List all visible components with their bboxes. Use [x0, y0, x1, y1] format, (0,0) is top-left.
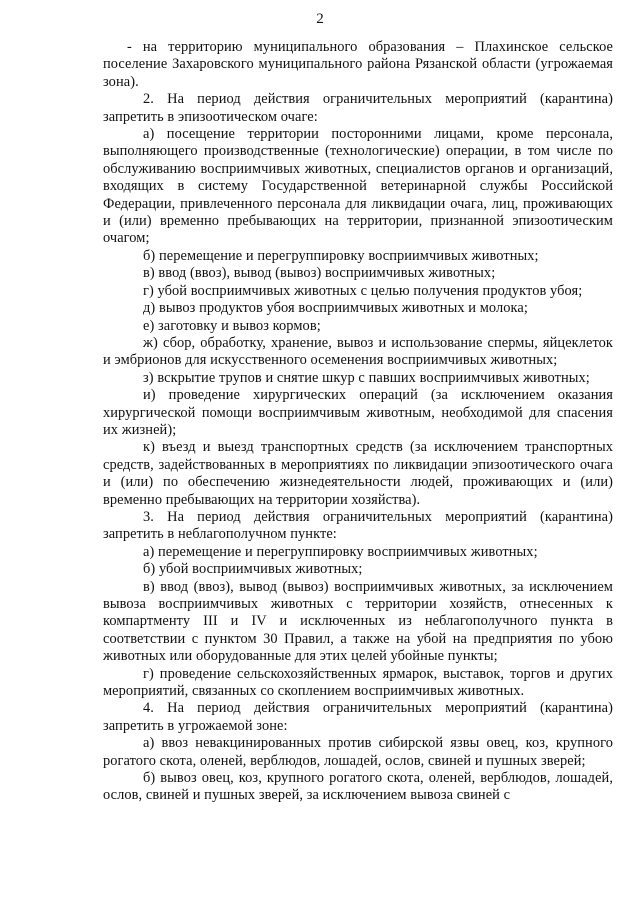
paragraph-2v: в) ввод (ввоз), вывод (вывоз) восприимчивых животных; — [143, 265, 496, 282]
page-number: 2 — [316, 11, 324, 27]
paragraph-3v: в) ввод (ввоз), вывод (вывоз) восприимчивых животных, за исключением вывоза восприимчивых животных с территории хозяйств, отнесенных к компартменту III и IV и исключенных из неблагополучного пункта в соответствии с пунктом 30 Правил, а также на убой на предприятия по убою животных или оборудованные для этих целей убойные пункты; — [103, 578, 613, 665]
document-body — [103, 39, 613, 805]
paragraph-4a: а) ввоз невакцинированных против сибирской язвы овец, коз, крупного рогатого скота, оленей, верблюдов, лошадей, ослов, свиней и пушных зверей; — [103, 735, 613, 769]
paragraph-2e: е) заготовку и вывоз кормов; — [143, 317, 321, 334]
paragraph-3b: б) убой восприимчивых животных; — [143, 561, 363, 578]
paragraph-3-intro: 3. На период действия ограничительных мероприятий (карантина) запретить в неблагополучном пункте: — [103, 508, 613, 543]
paragraph-2k: к) въезд и выезд транспортных средств (за исключением транспортных средств, задействованных в мероприятиях по ликвидации эпизоотического очага и (или) по обеспечению жизнедеятельности людей, проживающих и (или) временно пребывающих на территории хозяйства). — [103, 439, 613, 508]
paragraph-4-intro: 4. На период действия ограничительных мероприятий (карантина) запретить в угрожаемой зоне: — [103, 700, 613, 734]
paragraph-2b: б) перемещение и перегруппировку восприимчивых животных; — [143, 247, 539, 264]
paragraph-2i: и) проведение хирургических операций (за исключением оказания хирургической помощи восприимчивым животным, необходимой для спасения их жизней); — [103, 387, 613, 438]
paragraph-2zh: ж) сбор, обработку, хранение, вывоз и использование спермы, яйцеклеток и эмбрионов для искусственного осеменения восприимчивых животных; — [103, 334, 613, 369]
paragraph-4b: б) вывоз овец, коз, крупного рогатого скота, оленей, верблюдов, лошадей, ослов, свиней и пушных зверей, за исключением вывоза свиней с — [103, 770, 613, 804]
paragraph-2d: д) вывоз продуктов убоя восприимчивых животных и молока; — [143, 300, 528, 317]
paragraph-2a: а) посещение территории посторонними лицами, кроме персонала, выполняющего производственные (технологические) операции, в том числе по обслуживанию восприимчивых животных, специалистов органов и организаций, входящих в систему Государственной ветеринарной службы Российской Федерации, привлеченного персонала для ликвидации очага, лиц, проживающих и (или) временно пребывающих на территории, признанной эпизоотическим очагом; — [103, 126, 613, 247]
paragraph-2g: г) убой восприимчивых животных с целью получения продуктов убоя; — [143, 282, 583, 299]
paragraph-3a: а) перемещение и перегруппировку восприимчивых животных; — [143, 543, 538, 560]
paragraph-3g: г) проведение сельскохозяйственных ярмарок, выставок, торгов и других мероприятий, связанных со скоплением восприимчивых животных. — [103, 665, 613, 700]
paragraph-2z: з) вскрытие трупов и снятие шкур с павших восприимчивых животных; — [143, 369, 590, 386]
paragraph-threatened-zone: - на территорию муниципального образования – Плахинское сельское поселение Захаровского муниципального района Рязанской области (угрожаемая зона). — [103, 39, 613, 90]
paragraph-2-intro: 2. На период действия ограничительных мероприятий (карантина) запретить в эпизоотическом очаге: — [103, 91, 613, 125]
